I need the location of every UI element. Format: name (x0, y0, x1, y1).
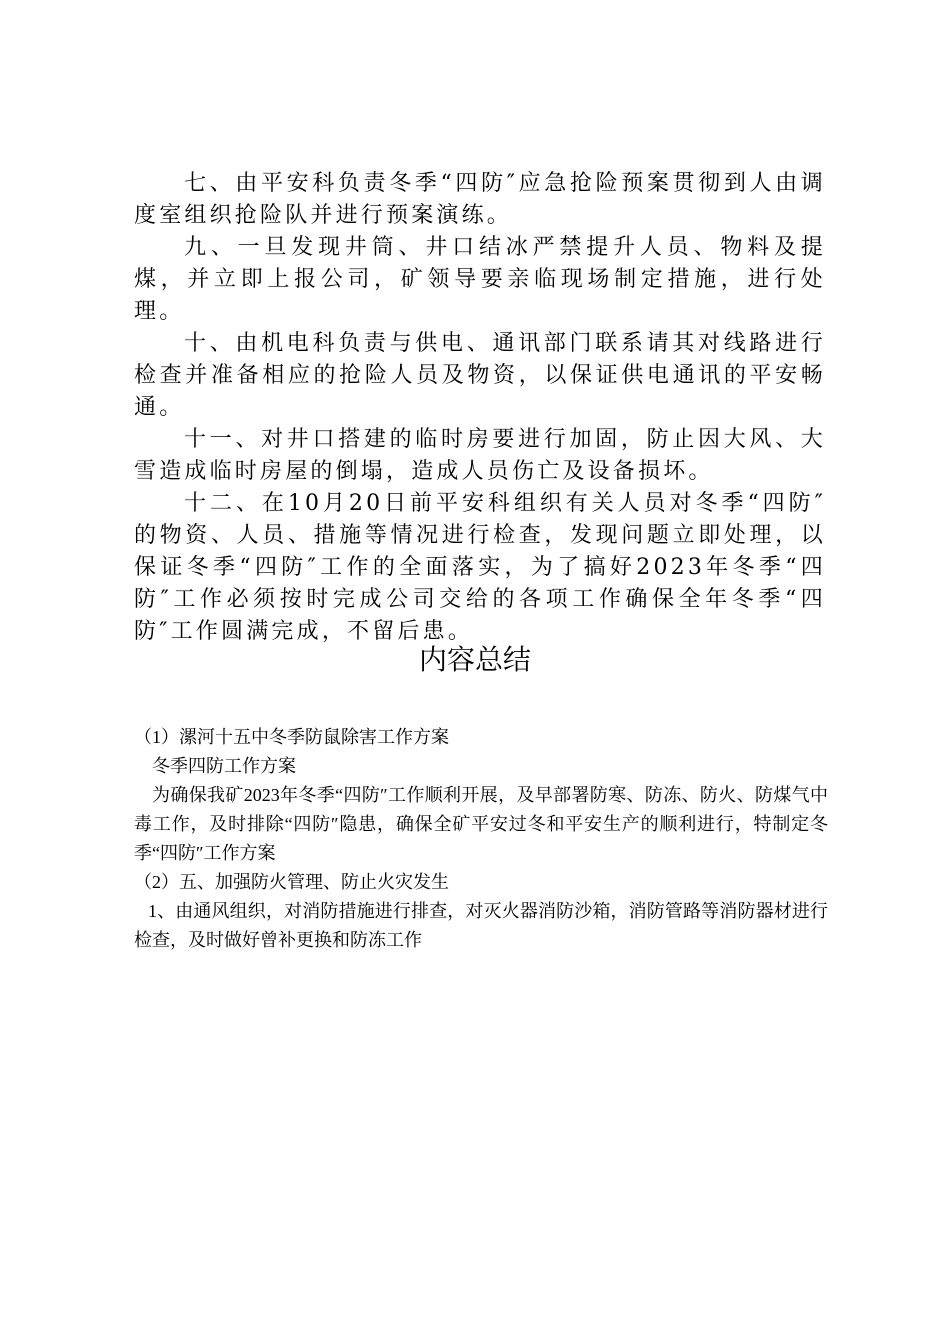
body-section (134, 168, 826, 648)
summary-paragraph: 为确保我矿2023年冬季“四防″工作顺利开展，及早部署防寒、防冻、防火、防煤气中毒工作，及时排除“四防″隐患，确保全矿平安过冬和平安生产的顺利进行，特制定冬季“四防″工作方案 (134, 785, 828, 863)
body-paragraph-7: 七、由平安科负责冬季“四防″应急抢险预案贯彻到人由调度室组织抢险队并进行预案演练。 (134, 171, 826, 228)
body-paragraph-12: 十二、在10月20日前平安科组织有关人员对冬季“四防″的物资、人员、措施等情况进行检查，发现问题立即处理，以保证冬季“四防″工作的全面落实，为了搞好2023年冬季“四防″工作必须按时完成公司交给的各项工作确保全年冬季“四防″工作圆满完成，不留后患。 (134, 491, 826, 644)
body-paragraph-9: 九、一旦发现井筒、井口结冰严禁提升人员、物料及提煤，并立即上报公司，矿领导要亲临现场制定措施，进行处理。 (134, 235, 826, 324)
summary-title: 内容总结 (418, 643, 531, 676)
summary-paragraph: 1、由通风组织，对消防措施进行排查，对灭火器消防沙箱，消防管路等消防器材进行检查，及时做好曾补更换和防冻工作 (134, 901, 828, 950)
summary-section (134, 723, 828, 955)
body-paragraph-10: 十、由机电科负责与供电、通讯部门联系请其对线路进行检查并准备相应的抢险人员及物资，以保证供电通讯的平安畅通。 (134, 331, 826, 420)
summary-item-2-heading: （2）五、加强防火管理、防止火灾发生 (134, 872, 449, 892)
summary-subtitle: 冬季四防工作方案 (152, 756, 296, 776)
body-paragraph-11: 十一、对井口搭建的临时房要进行加固，防止因大风、大雪造成临时房屋的倒塌，造成人员伤亡及设备损坏。 (134, 427, 826, 484)
summary-item-1-heading: （1）漯河十五中冬季防鼠除害工作方案 (134, 727, 449, 747)
